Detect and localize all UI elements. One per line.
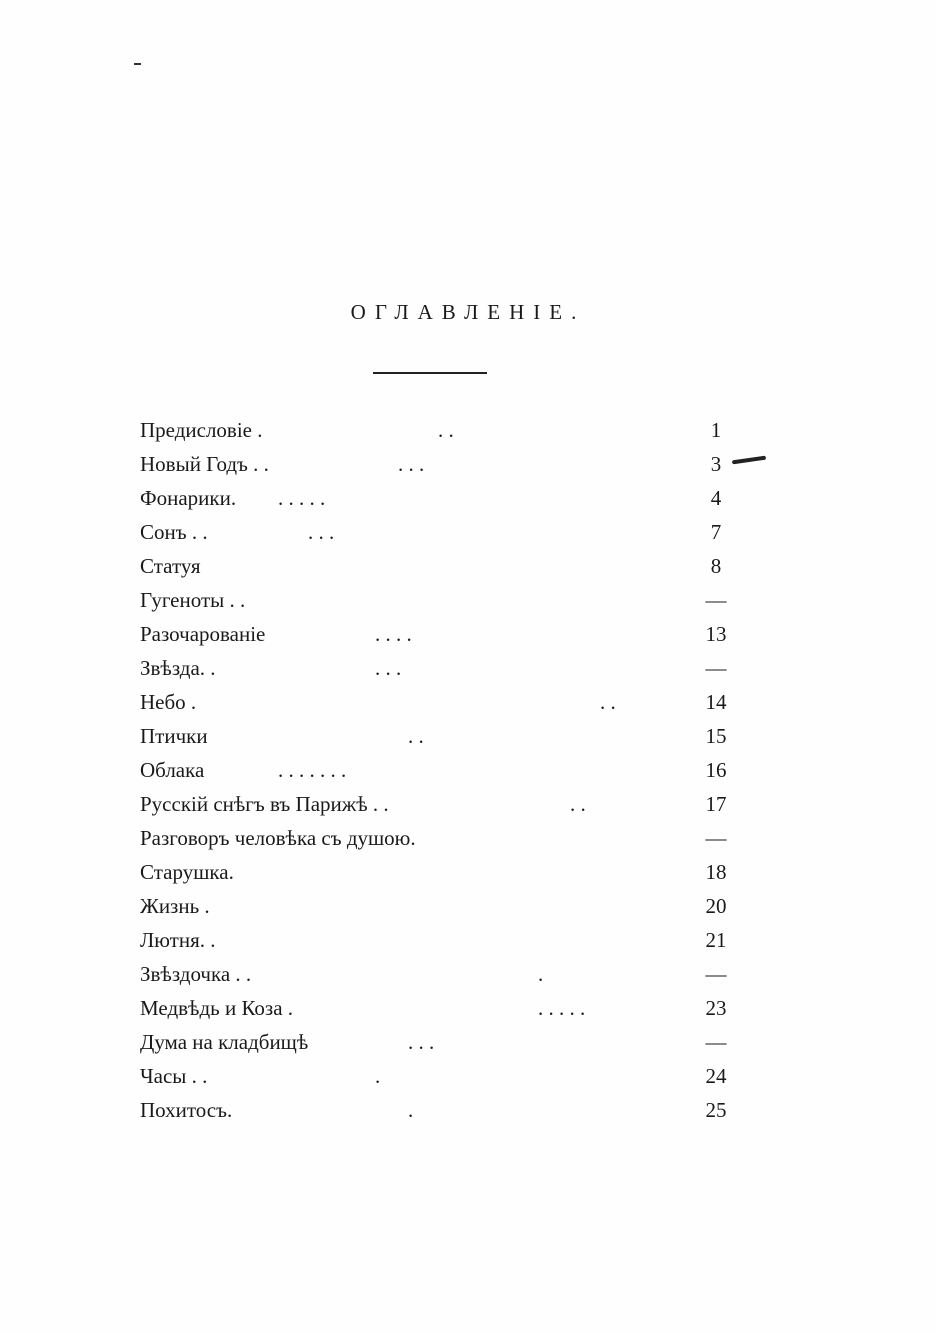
toc-entry [140,583,740,617]
toc-entry [140,515,740,549]
dot-leader: . . [438,418,454,442]
toc-entry-title: Птички [140,724,208,748]
toc-entry [140,753,740,787]
toc-entry-page: 4 [710,486,722,510]
toc-entry [140,685,740,719]
toc-entry-title: Старушка. [140,860,234,884]
toc-entry [140,617,740,651]
toc-entry-page: 25 [705,1098,727,1122]
toc-entry [140,719,740,753]
toc-entry [140,787,740,821]
table-of-contents [140,413,740,1127]
toc-entry-page: 1 [710,418,722,442]
toc-entry-title: Дума на кладбищѣ [140,1030,309,1054]
toc-entry [140,855,740,889]
toc-entry [140,1093,740,1127]
toc-entry-page: 21 [705,928,727,952]
dot-leader: . . . [398,452,425,476]
toc-entry [140,413,740,447]
dot-leader: . . . . . [538,996,586,1020]
toc-entry-page: 18 [705,860,727,884]
toc-entry-page: — [705,826,727,850]
toc-entry-title: Звѣздочка . . [140,962,252,986]
toc-entry-title: Похитосъ. [140,1098,233,1122]
toc-entry [140,923,740,957]
dot-leader: . . [600,690,616,714]
toc-entry-title: Гугеноты . . [140,588,246,612]
dot-leader: . . . . [375,622,412,646]
toc-entry [140,651,740,685]
toc-entry [140,447,740,481]
dot-leader: . . . [308,520,335,544]
toc-entry [140,481,740,515]
toc-entry-page: 14 [705,690,727,714]
toc-entry-title: Часы . . [140,1064,208,1088]
dot-leader: . . [408,724,424,748]
toc-entry-title: Новый Годъ . . [140,452,269,476]
dot-leader: . . . [375,656,402,680]
toc-entry [140,957,740,991]
toc-entry-page: 16 [705,758,727,782]
toc-entry-page: 13 [705,622,727,646]
toc-entry-title: Русскiй снѣгъ въ Парижѣ . . [140,792,389,816]
toc-entry-title: Фонарики. [140,486,237,510]
toc-entry-page: 20 [705,894,727,918]
toc-entry-page: 23 [705,996,727,1020]
toc-entry-page: 7 [710,520,722,544]
dot-leader: . [375,1064,381,1088]
page-heading [0,300,936,325]
toc-entry-page: 17 [705,792,727,816]
toc-entry-title: Лютня. . [140,928,216,952]
toc-entry-title: Жизнь . [140,894,210,918]
heading-rule [373,372,487,374]
heading-text: ОГЛАВЛЕНIЕ. [350,300,586,324]
toc-entry-page: 24 [705,1064,727,1088]
dot-leader: . . [570,792,586,816]
toc-entry-title: Медвѣдь и Коза . [140,996,294,1020]
toc-entry-title: Статуя [140,554,201,578]
toc-entry-page: — [705,588,727,612]
toc-entry-title: Предисловiе . [140,418,263,442]
toc-entry [140,821,740,855]
toc-entry [140,991,740,1025]
toc-entry-page: 3 [710,452,722,476]
dot-leader: . . . . . [278,486,326,510]
toc-entry-title: Разговоръ человѣка съ душою. [140,826,416,850]
toc-entry [140,1059,740,1093]
dot-leader: . [538,962,544,986]
dot-leader: . . . [408,1030,435,1054]
toc-entry [140,549,740,583]
toc-entry [140,1025,740,1059]
dot-leader: . . . . . . . [278,758,347,782]
dot-leader: . [408,1098,414,1122]
toc-entry-page: — [705,656,727,680]
toc-entry-title: Облака [140,758,205,782]
toc-entry [140,889,740,923]
ink-speck [134,63,141,65]
toc-entry-page: 15 [705,724,727,748]
toc-entry-page: — [705,1030,727,1054]
toc-entry-title: Разочарованiе [140,622,266,646]
toc-entry-title: Звѣзда. . [140,656,216,680]
toc-entry-page: — [705,962,727,986]
toc-entry-page: 8 [710,554,722,578]
toc-entry-title: Небо . [140,690,197,714]
toc-entry-title: Сонъ . . [140,520,208,544]
